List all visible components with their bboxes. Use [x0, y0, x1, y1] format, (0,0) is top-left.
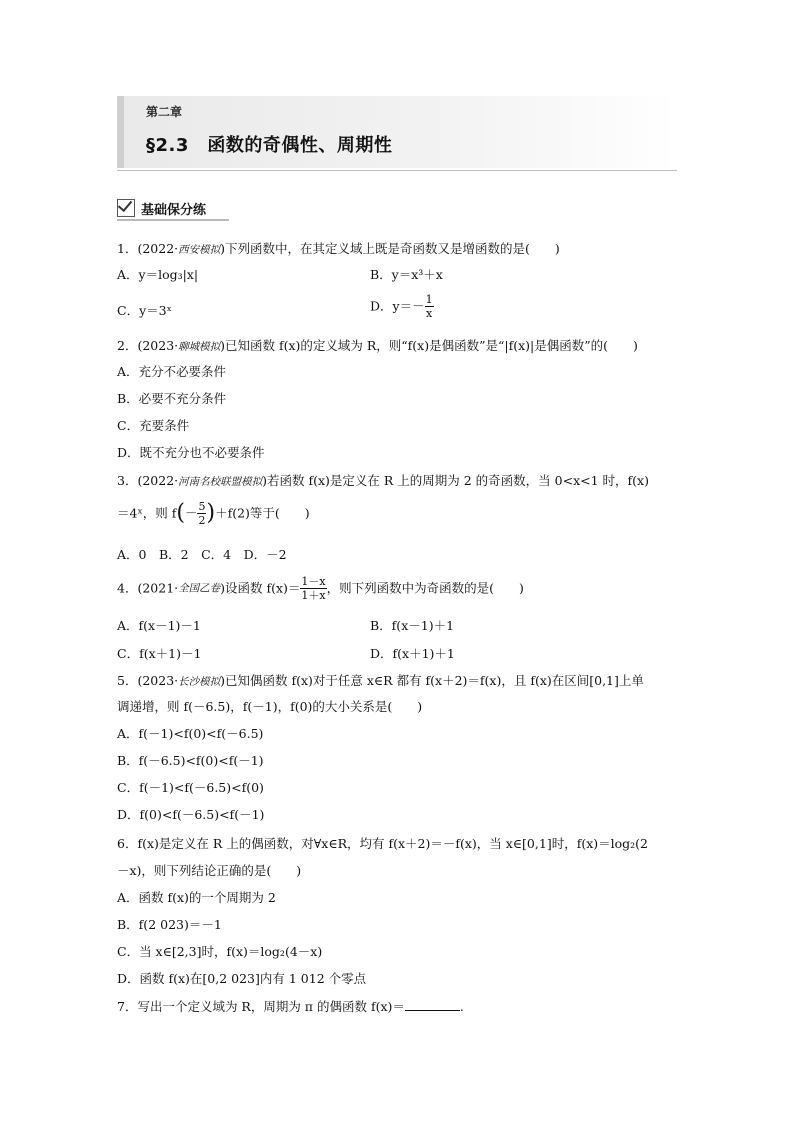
question-2-option-a: A．充分不必要条件 — [117, 364, 227, 379]
question-5-option-a: A．f(－1)<f(0)<f(－6.5) — [117, 726, 264, 741]
question-5-option-d: D．f(0)<f(－6.5)<f(－1) — [117, 807, 265, 822]
question-2-option-c: C．充要条件 — [117, 418, 190, 433]
chapter-label: 第二章 — [146, 105, 183, 119]
section-heading — [117, 197, 206, 219]
question-5-stem: 5．(2023·长沙模拟)已知偶函数 f(x)对于任意 x∈R 都有 f(x＋2)＝f(x)，且 f(x)在区间[0,1]上单 — [117, 673, 644, 688]
question-2-option-d: D．既不充分也不必要条件 — [117, 445, 265, 460]
question-5-option-c: C．f(－1)<f(－6.5)<f(0) — [117, 780, 264, 795]
question-1-stem: 1．(2022·西安模拟)下列函数中，在其定义域上既是奇函数又是增函数的是( ) — [117, 241, 560, 256]
chapter-header-bar — [117, 96, 124, 168]
question-6-option-b: B．f(2 023)＝－1 — [117, 917, 222, 932]
question-5-option-b: B．f(－6.5)<f(0)<f(－1) — [117, 753, 264, 768]
question-6-stem: 6．f(x)是定义在 R 上的偶函数，对∀x∈R，均有 f(x＋2)＝－f(x)，当 x∈[0,1]时，f(x)＝log₂(2 — [117, 836, 648, 851]
question-6-option-c: C．当 x∈[2,3]时，f(x)＝log₂(4－x) — [117, 944, 323, 959]
section-label: 基础保分练 — [141, 202, 207, 218]
chapter-header-divider — [117, 170, 677, 171]
question-3-stem: 3．(2022·河南名校联盟模拟)若函数 f(x)是定义在 R 上的周期为 2 的奇函数，当 0<x<1 时，f(x) — [117, 473, 649, 488]
question-4-option-c: C．f(x＋1)－1 — [117, 646, 202, 661]
question-4-option-a: A．f(x－1)－1 — [117, 618, 201, 633]
question-1-option-c: C．y＝3ˣ — [117, 303, 172, 318]
question-3-options: A．0 B．2 C．4 D．－2 — [117, 547, 287, 562]
checkbox-tick-icon — [117, 199, 135, 217]
question-2-stem: 2．(2023·聊城模拟)已知函数 f(x)的定义域为 R，则“f(x)是偶函数”是“|f(x)|是偶函数”的( ) — [117, 338, 638, 353]
section-underline — [117, 219, 229, 221]
answer-blank[interactable] — [405, 1010, 460, 1011]
question-4-option-b: B．f(x－1)＋1 — [370, 618, 455, 633]
question-6-option-a: A．函数 f(x)的一个周期为 2 — [117, 890, 276, 905]
question-4-option-d: D．f(x＋1)＋1 — [370, 646, 455, 661]
question-1-option-a: A．y＝log₃|x| — [117, 267, 199, 282]
question-6-option-d: D．函数 f(x)在[0,2 023]内有 1 012 个零点 — [117, 971, 367, 986]
question-5-line-2: 调递增，则 f(－6.5)，f(－1)，f(0)的大小关系是( ) — [117, 699, 423, 714]
question-1-option-b: B．y＝x³＋x — [370, 267, 443, 282]
page-title: §2.3 函数的奇偶性、周期性 — [146, 135, 393, 156]
question-7-stem: 7．写出一个定义域为 R，周期为 π 的偶函数 f(x)＝ . — [117, 999, 464, 1014]
question-2-option-b: B．必要不充分条件 — [117, 391, 227, 406]
question-1-option-d: D．y＝－ $\frac{1}{x}$ — [370, 293, 433, 320]
question-6-line-2: －x)，则下列结论正确的是( ) — [117, 863, 302, 878]
question-3-line-2: ＝4ˣ，则 f(－ $\frac{5}{2}$ )＋f(2)等于( ) — [117, 500, 310, 527]
question-4-stem: 4．(2021·全国乙卷)设函数 f(x)＝ $\frac{1-x}{1+x}$ ，则下列函数中为奇函数的是( ) — [117, 575, 524, 602]
